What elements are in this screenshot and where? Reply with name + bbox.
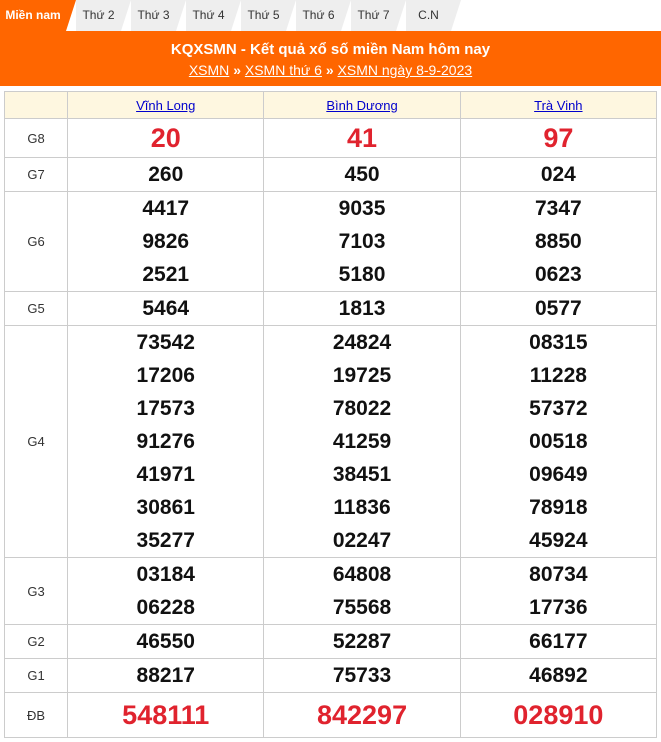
result-number: 11836 (333, 496, 391, 519)
result-cell (68, 158, 264, 192)
result-number: 46550 (136, 630, 195, 653)
result-cell (264, 558, 460, 625)
page-header (0, 31, 661, 86)
tab-edge (451, 0, 461, 31)
result-number: 88217 (136, 664, 195, 687)
result-cell (68, 192, 264, 292)
prize-row-g5 (5, 292, 657, 326)
result-numbers (461, 693, 656, 737)
result-cell (264, 326, 460, 558)
result-cell (460, 625, 656, 659)
prize-row-g7 (5, 158, 657, 192)
result-number: 4417 (142, 197, 190, 220)
tab-th-3[interactable]: Thứ 3 (131, 0, 176, 31)
province-header-cell (460, 92, 656, 119)
result-numbers (461, 659, 656, 692)
prize-label: G5 (5, 292, 68, 326)
result-number: 7347 (534, 197, 582, 220)
result-number: 1813 (338, 297, 386, 320)
result-numbers (68, 158, 263, 191)
result-numbers (68, 192, 263, 291)
prize-row-g6 (5, 192, 657, 292)
result-number: 8850 (534, 230, 582, 253)
result-number: 9035 (338, 197, 386, 220)
breadcrumb-xsmn[interactable]: XSMN (188, 62, 230, 78)
result-number: 450 (344, 163, 380, 186)
result-number: 97 (543, 123, 574, 153)
result-number: 024 (540, 163, 576, 186)
result-numbers (264, 558, 459, 624)
result-number: 260 (148, 163, 184, 186)
result-numbers (264, 693, 459, 737)
result-numbers (68, 625, 263, 658)
result-cell (68, 693, 264, 738)
result-numbers (264, 292, 459, 325)
province-link[interactable]: Bình Dương (326, 97, 398, 113)
result-cell (68, 292, 264, 326)
result-cell (460, 292, 656, 326)
tab-edge (66, 0, 76, 31)
result-numbers (68, 119, 263, 157)
result-cell (264, 192, 460, 292)
result-number: 73542 (136, 331, 195, 354)
result-cell (264, 659, 460, 693)
result-number: 75733 (332, 664, 392, 687)
result-cell (460, 693, 656, 738)
prize-label: G3 (5, 558, 68, 625)
prize-label: G4 (5, 326, 68, 558)
province-header-cell (264, 92, 460, 119)
breadcrumb-xsmn-weekday[interactable]: XSMN thứ 6 (244, 62, 322, 78)
breadcrumb-xsmn-date[interactable]: XSMN ngày 8-9-2023 (337, 62, 473, 78)
prize-label: ĐB (5, 693, 68, 738)
breadcrumb-separator: » (325, 62, 334, 78)
result-number: 548111 (122, 700, 210, 730)
tab-edge (231, 0, 241, 31)
result-number: 0577 (534, 297, 582, 320)
corner-cell (5, 92, 68, 119)
result-cell (460, 659, 656, 693)
result-numbers (461, 158, 656, 191)
result-cell (460, 119, 656, 158)
result-cell (68, 558, 264, 625)
prize-label: G7 (5, 158, 68, 192)
result-cell (68, 625, 264, 659)
result-number: 78022 (332, 397, 392, 420)
page-title: KQXSMN - Kết quả xổ số miền Nam hôm nay (170, 41, 491, 58)
result-number: 03184 (136, 563, 195, 586)
result-numbers (461, 326, 656, 557)
result-number: 20 (150, 123, 181, 153)
result-number: 028910 (513, 700, 604, 730)
result-number: 7103 (338, 230, 386, 253)
result-number: 06228 (136, 596, 195, 619)
result-cell (460, 326, 656, 558)
result-numbers (68, 693, 263, 737)
tab-edge (121, 0, 131, 31)
result-numbers (264, 659, 459, 692)
result-number: 80734 (529, 563, 588, 586)
result-cell (460, 192, 656, 292)
result-numbers (68, 659, 263, 692)
breadcrumb (0, 61, 661, 79)
province-link[interactable]: Trà Vinh (534, 97, 583, 113)
result-number: 11228 (529, 364, 587, 387)
tab-th-2[interactable]: Thứ 2 (76, 0, 121, 31)
result-cell (264, 693, 460, 738)
prize-label: G2 (5, 625, 68, 659)
result-numbers (461, 558, 656, 624)
result-numbers (264, 192, 459, 291)
result-number: 38451 (332, 463, 392, 486)
result-cell (264, 292, 460, 326)
results-table (4, 91, 657, 738)
result-number: 91276 (136, 430, 195, 453)
breadcrumb-separator: » (233, 62, 241, 78)
result-number: 17573 (136, 397, 195, 420)
tab-th-6[interactable]: Thứ 6 (296, 0, 341, 31)
result-number: 78918 (529, 496, 588, 519)
result-number: 09649 (529, 463, 588, 486)
prize-row-g2 (5, 625, 657, 659)
result-cell (264, 119, 460, 158)
province-header-row (5, 92, 657, 119)
result-cell (460, 558, 656, 625)
day-tabs (0, 0, 661, 31)
tab-th-4[interactable]: Thứ 4 (186, 0, 231, 31)
result-number: 19725 (332, 364, 392, 387)
result-number: 17736 (529, 596, 588, 619)
result-numbers (264, 625, 459, 658)
result-number: 02247 (332, 529, 392, 552)
result-numbers (461, 625, 656, 658)
result-number: 842297 (316, 700, 408, 730)
result-number: 9826 (142, 230, 190, 253)
prize-row-g8 (5, 119, 657, 158)
result-number: 35277 (136, 529, 195, 552)
tab-edge (341, 0, 351, 31)
tab-th-7[interactable]: Thứ 7 (351, 0, 396, 31)
result-numbers (68, 326, 263, 557)
result-numbers (461, 192, 656, 291)
result-numbers (264, 326, 459, 557)
result-number: 41259 (332, 430, 392, 453)
result-number: 75568 (332, 596, 392, 619)
result-number: 52287 (332, 630, 392, 653)
prize-label: G6 (5, 192, 68, 292)
result-cell (68, 659, 264, 693)
tab-th-5[interactable]: Thứ 5 (241, 0, 286, 31)
result-cell (460, 158, 656, 192)
result-numbers (461, 292, 656, 325)
result-number: 41 (347, 123, 378, 153)
result-number: 45924 (529, 529, 588, 552)
result-number: 66177 (529, 630, 588, 653)
result-numbers (461, 119, 656, 157)
result-cell (68, 119, 264, 158)
prize-row-đb (5, 693, 657, 738)
result-number: 64808 (332, 563, 392, 586)
result-cell (264, 158, 460, 192)
result-number: 46892 (529, 664, 588, 687)
province-header-cell (68, 92, 264, 119)
result-numbers (68, 292, 263, 325)
result-number: 5180 (338, 263, 386, 286)
prize-row-g1 (5, 659, 657, 693)
tab-edge (286, 0, 296, 31)
result-numbers (264, 158, 459, 191)
result-number: 0623 (534, 263, 582, 286)
result-cell (68, 326, 264, 558)
result-number: 00518 (529, 430, 588, 453)
prize-label: G8 (5, 119, 68, 158)
prize-label: G1 (5, 659, 68, 693)
result-number: 24824 (332, 331, 392, 354)
tab-mien-nam[interactable]: Miền nam (0, 0, 66, 31)
prize-row-g4 (5, 326, 657, 558)
result-numbers (264, 119, 459, 157)
result-number: 17206 (136, 364, 195, 387)
result-number: 08315 (529, 331, 588, 354)
result-number: 5464 (142, 297, 190, 320)
result-number: 41971 (136, 463, 195, 486)
tab-edge (396, 0, 406, 31)
result-numbers (68, 558, 263, 624)
result-number: 30861 (136, 496, 195, 519)
result-cell (264, 625, 460, 659)
tab-edge (176, 0, 186, 31)
tab-c-n[interactable]: C.N (406, 0, 451, 31)
result-number: 2521 (142, 263, 190, 286)
province-link[interactable]: Vĩnh Long (136, 97, 196, 113)
prize-row-g3 (5, 558, 657, 625)
result-number: 57372 (529, 397, 588, 420)
